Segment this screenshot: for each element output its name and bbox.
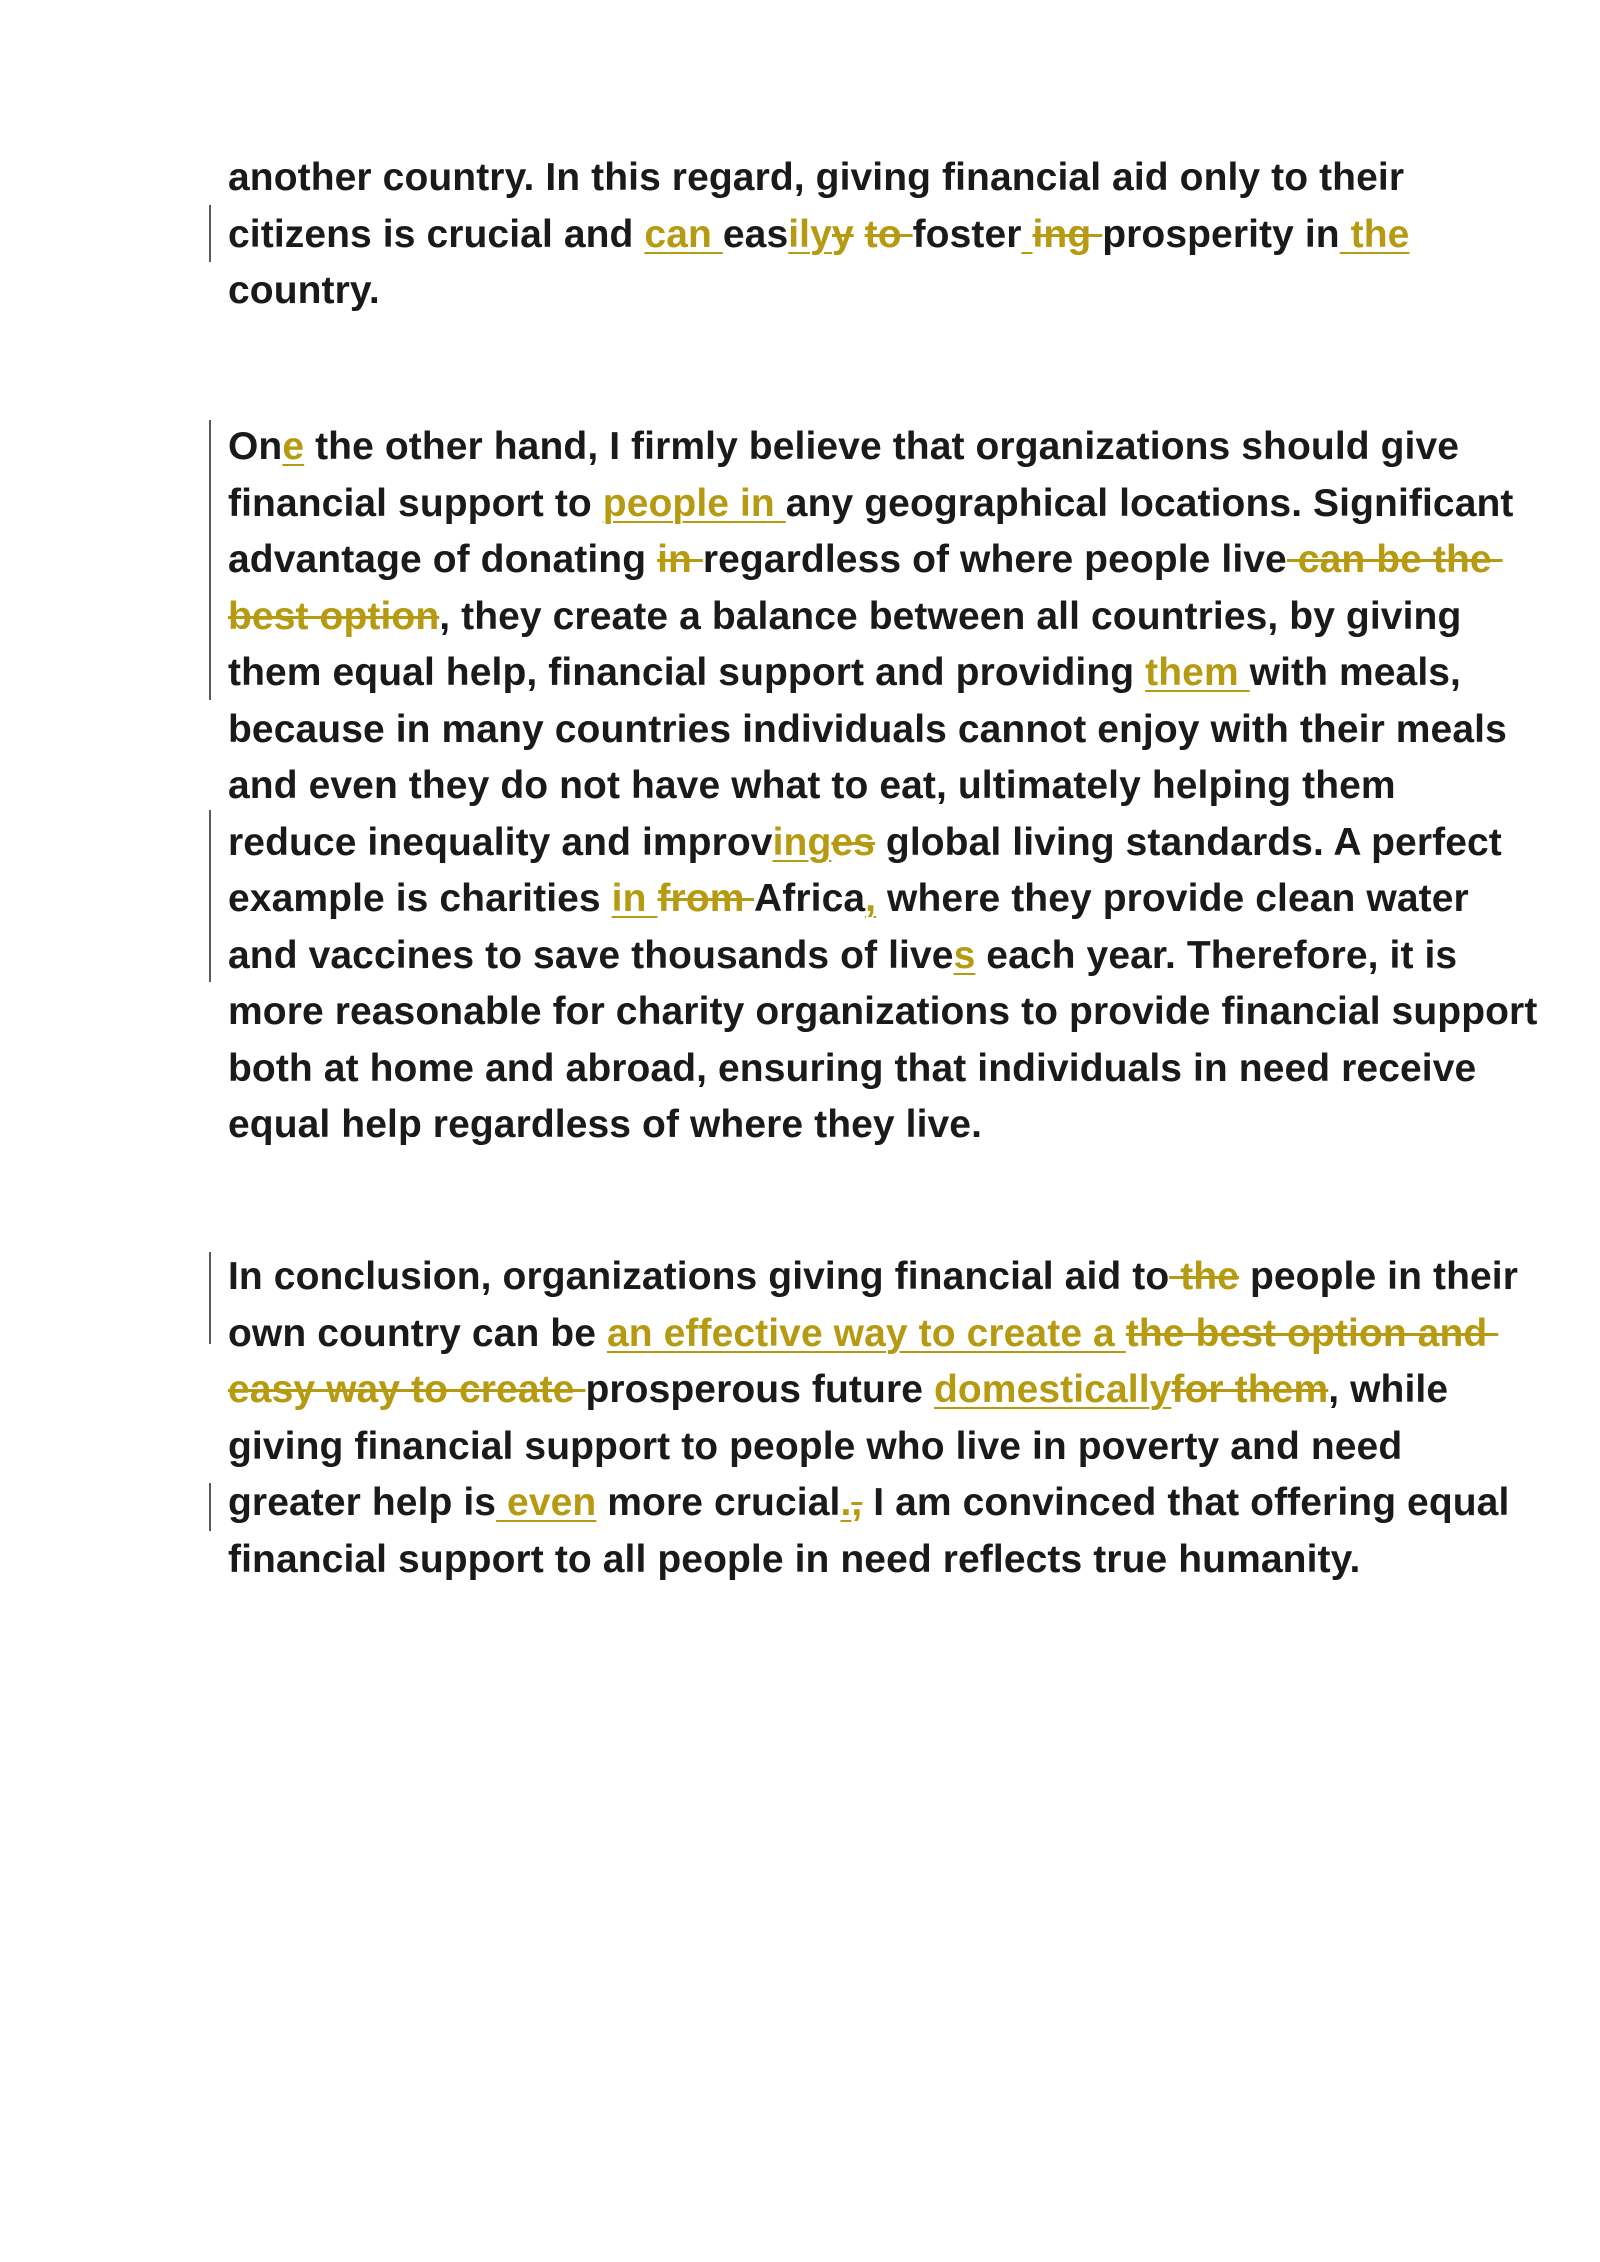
text-run: foster — [912, 212, 1022, 256]
deleted-text: ing — [1032, 212, 1103, 256]
paragraph-conclusion — [228, 1249, 1528, 1588]
text-run: the other hand, I firmly believe that organizations should give — [304, 425, 1460, 468]
text-line — [228, 815, 1528, 872]
deleted-text: can be the — [1286, 538, 1503, 581]
text-line — [228, 928, 1528, 985]
text-run: equal help regardless of where they live. — [228, 1103, 983, 1146]
text-run: reduce inequality and improv — [228, 820, 773, 864]
paragraph-intro-continuation — [228, 150, 1528, 320]
change-bar — [209, 420, 211, 700]
text-run: with meals, — [1249, 651, 1461, 694]
change-bar — [209, 810, 211, 982]
text-line — [228, 207, 1528, 264]
text-line — [228, 758, 1528, 815]
deleted-text: in — [657, 538, 703, 581]
text-run: giving financial support to people who live in poverty and need — [228, 1424, 1403, 1468]
change-bar — [209, 1483, 211, 1531]
text-line — [228, 1041, 1528, 1098]
text-run: another country. In this regard, giving financial aid only to their — [228, 156, 1405, 199]
text-line — [228, 1097, 1528, 1154]
text-run: global living standards. A perfect — [874, 820, 1502, 864]
text-run: advantage of donating — [228, 538, 658, 581]
text-run: any geographical locations. Significant — [785, 481, 1514, 525]
inserted-text: can — [644, 212, 723, 256]
text-run: own country can be — [228, 1311, 607, 1355]
text-run: them equal help, financial support and providing — [228, 651, 1146, 694]
deleted-text: , — [851, 1481, 863, 1524]
text-line — [228, 1249, 1528, 1306]
text-line — [228, 871, 1528, 928]
deleted-text: best option — [228, 594, 440, 638]
deleted-text: easy way to create — [228, 1368, 586, 1411]
deleted-text: y — [831, 212, 854, 256]
text-line — [228, 645, 1528, 702]
text-line — [228, 1419, 1528, 1476]
inserted-text: , — [865, 877, 877, 920]
text-run: people in their — [1239, 1255, 1518, 1298]
text-run: regardless of where people live — [702, 538, 1287, 581]
text-run: country. — [228, 269, 380, 312]
text-line — [228, 150, 1528, 207]
text-line — [228, 263, 1528, 320]
deleted-text: to — [864, 212, 913, 256]
text-run: both at home and abroad, ensuring that individuals in need receive — [228, 1046, 1477, 1090]
deleted-text: for them — [1171, 1368, 1329, 1411]
deleted-text: from — [657, 877, 755, 920]
text-run: more crucial — [596, 1481, 841, 1524]
text-run: , while — [1328, 1368, 1449, 1411]
text-run: and even they do not have what to eat, ultimately helping them — [228, 764, 1396, 807]
inserted-text: ing — [772, 820, 832, 864]
text-line — [228, 1362, 1528, 1419]
text-line — [228, 532, 1528, 589]
text-line — [228, 419, 1528, 476]
paragraph-body — [228, 419, 1538, 1154]
inserted-text: ily — [788, 212, 832, 256]
inserted-text: e — [282, 425, 305, 468]
text-run: In conclusion, organizations giving financial aid to — [228, 1255, 1170, 1298]
text-run: example is charities — [228, 877, 612, 920]
change-bar — [209, 1252, 211, 1344]
text-run: , they create a balance between all countries, by giving — [439, 594, 1462, 638]
text-run: financial support to all people in need reflects true humanity. — [228, 1537, 1361, 1581]
text-run: where they provide clean water — [876, 877, 1469, 920]
inserted-text: domestically — [933, 1368, 1172, 1411]
inserted-text — [1022, 213, 1033, 256]
change-bar — [209, 205, 211, 262]
text-line — [228, 1532, 1528, 1589]
text-line — [228, 589, 1528, 646]
text-run: prosperity in — [1102, 212, 1340, 256]
text-run: On — [228, 425, 283, 468]
text-run: Africa — [754, 877, 866, 920]
inserted-text: an effective way to create a — [606, 1311, 1126, 1355]
deleted-text: the best option and — [1125, 1311, 1499, 1355]
text-line — [228, 476, 1528, 533]
text-run: each year. Therefore, it is — [975, 933, 1458, 977]
deleted-text: the — [1169, 1255, 1240, 1298]
deleted-text: es — [831, 820, 875, 864]
inserted-text: even — [496, 1481, 597, 1524]
text-line — [228, 984, 1538, 1041]
text-run — [854, 213, 865, 256]
text-run: eas — [722, 212, 789, 256]
text-line — [228, 702, 1528, 759]
text-run: because in many countries individuals cannot enjoy with their meals — [228, 707, 1507, 751]
text-run: citizens is crucial and — [228, 212, 645, 256]
inserted-text: s — [953, 933, 976, 977]
inserted-text: . — [840, 1481, 852, 1524]
text-run: and vaccines to save thousands of live — [228, 933, 954, 977]
text-run: I am convinced that offering equal — [862, 1481, 1510, 1524]
inserted-text: in — [611, 877, 658, 920]
text-run: financial support to — [228, 481, 603, 525]
text-run: prosperous future — [585, 1368, 934, 1411]
text-line — [228, 1475, 1528, 1532]
text-line — [228, 1306, 1528, 1363]
inserted-text: the — [1339, 212, 1410, 256]
text-run: more reasonable for charity organizations to provide financial support — [228, 990, 1538, 1033]
inserted-text: people in — [602, 481, 786, 525]
text-run: greater help is — [228, 1481, 497, 1524]
inserted-text: them — [1145, 651, 1250, 694]
